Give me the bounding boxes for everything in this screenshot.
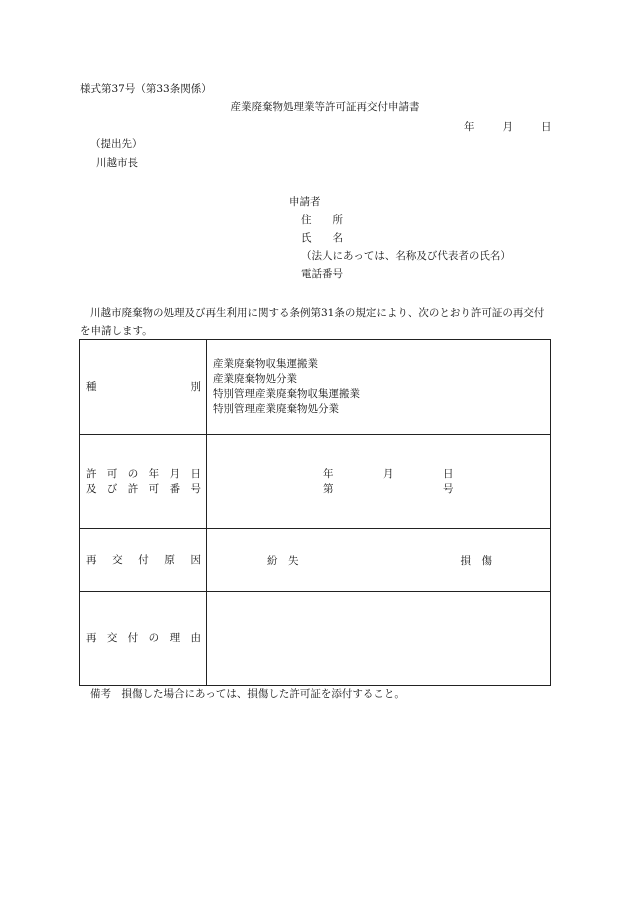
applicant-name: 氏 名 — [301, 232, 343, 244]
date-month: 月 — [502, 121, 513, 133]
reason-value — [207, 592, 551, 686]
date-day: 日 — [541, 121, 552, 133]
applicant-phone: 電話番号 — [301, 268, 343, 280]
permit-no-prefix: 第 — [323, 482, 334, 495]
cause-values — [207, 529, 551, 592]
cause-lost: 紛 失 — [267, 554, 299, 567]
type-label-left: 種 — [86, 380, 97, 393]
recipient-label: （提出先） — [90, 138, 143, 150]
label-char: 原 — [164, 553, 175, 566]
recipient-name: 川越市長 — [96, 157, 138, 169]
label-char: 再 — [86, 553, 97, 566]
label-char: 理 — [169, 632, 181, 644]
cause-label — [80, 529, 207, 592]
label-char: 交 — [106, 632, 118, 644]
label-char: 可 — [106, 467, 118, 480]
application-statement: 川越市廃棄物の処理及び再生利用に関する条例第31条の規定により、次のとおり許可証の再交付を申請します。 — [80, 307, 545, 337]
reason-label — [80, 592, 207, 686]
applicant-note: （法人にあっては、名称及び代表者の氏名） — [301, 250, 511, 262]
document-title: 産業廃棄物処理業等許可証再交付申請書 — [230, 101, 420, 113]
label-char: 許 — [86, 467, 97, 480]
type-option: 産業廃棄物処分業 — [213, 373, 297, 385]
type-option: 特別管理産業廃棄物収集運搬業 — [213, 388, 360, 400]
form-number: 様式第37号（第33条関係） — [80, 83, 212, 95]
label-char: 可 — [148, 482, 160, 495]
type-label-right: 別 — [190, 380, 201, 393]
type-label — [80, 340, 207, 435]
label-char: 許 — [127, 482, 139, 495]
cause-damaged: 損 傷 — [460, 554, 492, 567]
permit-table — [79, 339, 551, 686]
label-char: の — [148, 632, 160, 644]
label-char: 交 — [112, 553, 123, 566]
label-char: び — [106, 482, 118, 495]
permit-no-suffix: 号 — [443, 482, 454, 495]
type-values — [207, 340, 551, 435]
applicant-block — [289, 193, 511, 283]
type-option: 産業廃棄物収集運搬業 — [213, 358, 318, 370]
label-char: 及 — [86, 482, 97, 495]
applicant-address: 住 所 — [301, 214, 343, 226]
permit-year: 年 — [323, 467, 334, 480]
label-char: 付 — [127, 632, 139, 644]
permit-date-row — [80, 435, 551, 529]
label-char: 月 — [169, 467, 181, 480]
label-char: 年 — [148, 467, 160, 480]
label-char: 由 — [190, 632, 201, 644]
permit-date-values — [207, 435, 551, 529]
reason-row — [80, 592, 551, 686]
cause-row — [80, 529, 551, 592]
remarks: 備考 損傷した場合にあっては、損傷した許可証を添付すること。 — [90, 688, 405, 700]
type-option: 特別管理産業廃棄物処分業 — [213, 403, 339, 415]
label-char: 日 — [190, 467, 201, 480]
permit-month: 月 — [383, 467, 394, 480]
submission-date — [464, 120, 552, 134]
label-char: 再 — [86, 632, 97, 644]
label-char: 番 — [169, 482, 181, 495]
label-char: 因 — [190, 553, 201, 566]
permit-date-label — [80, 435, 207, 529]
label-char: の — [127, 467, 139, 480]
type-row — [80, 340, 551, 435]
date-year: 年 — [464, 121, 475, 133]
label-char: 付 — [138, 553, 149, 566]
label-char: 号 — [190, 482, 201, 495]
applicant-label: 申請者 — [289, 196, 321, 208]
permit-day: 日 — [443, 467, 454, 480]
